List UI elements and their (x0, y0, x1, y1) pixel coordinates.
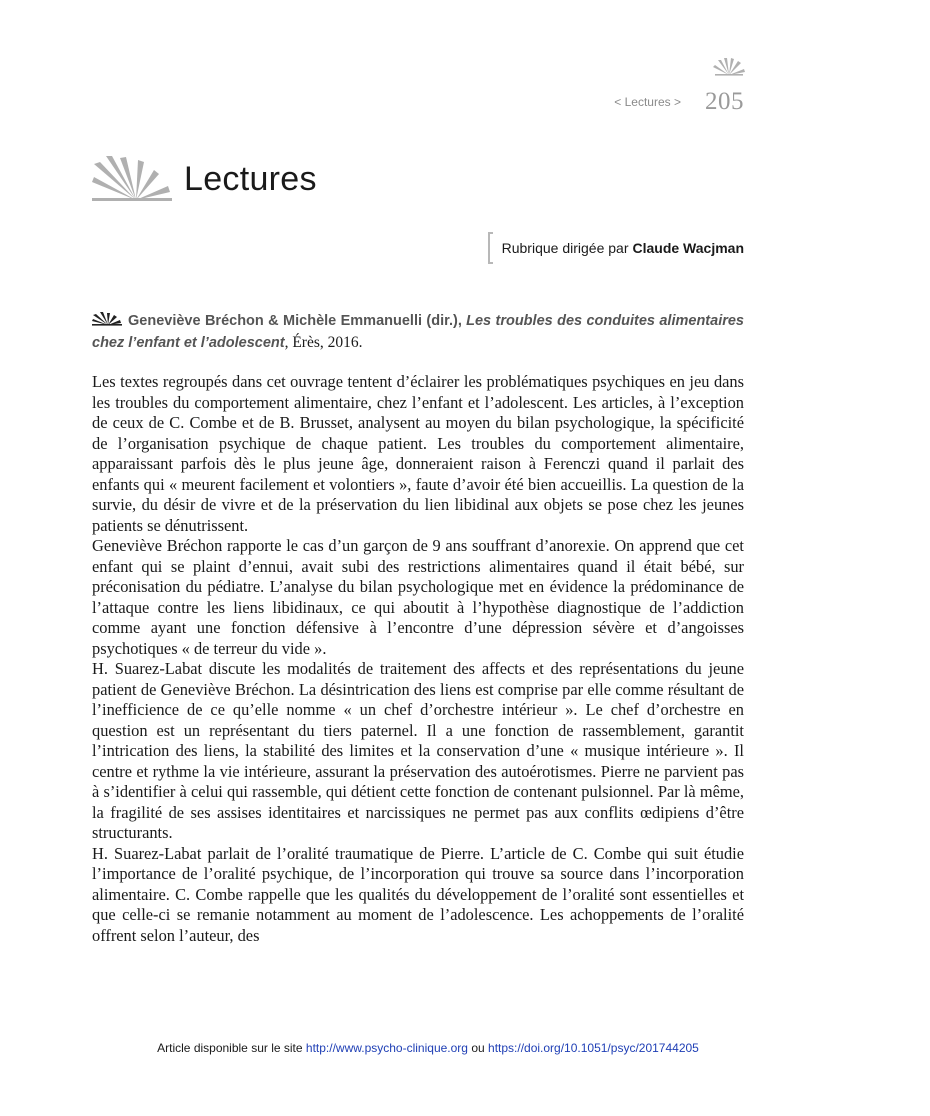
availability-footer (0, 1041, 856, 1055)
rubric-label: Rubrique dirigée par (501, 240, 629, 256)
running-head (614, 84, 744, 114)
rubric-editor-name: Claude Wacjman (632, 240, 744, 256)
paragraph: H. Suarez-Labat discute les modalités de traitement des affects et des représentations du jeune patient de Geneviève Bréchon. La désintrication des liens est comprise par elle comme résultant de l’inefficience de ce qu’elle nomme « un chef d’orchestre intérieur ». Le chef d’orchestre en question est un représentant du tiers paternel. Il a une fonction de rassemblement, garantit l’intrication des liens, la stabilité des limites et la conservation d’une « musique intérieure ». Il centre et rythme la vie intérieure, assurant la préservation des autoérotismes. Pierre ne parvient pas à s’identifier à celui qui rassemble, qui détient cette fonction de contenant pulsionnel. Par là même, la fragilité de ses assises identitaires et narcissiques ne permet pas aux conflits œdipiens d’être structurants. (92, 659, 744, 842)
section-heading (92, 156, 317, 202)
section-title: Lectures (184, 159, 317, 198)
bracket-decoration (488, 232, 493, 264)
running-head-label: < Lectures > (614, 95, 681, 109)
page-number: 205 (705, 88, 744, 115)
footer-conjunction: ou (471, 1041, 485, 1055)
paragraph: Geneviève Bréchon rapporte le cas d’un garçon de 9 ans souffrant d’anorexie. On apprend que cet enfant qui se plaint d’ennui, avait subi des restrictions alimentaires quand il était bébé, sur préconisation du pédiatre. L’analyse du bilan psychologique met en évidence la prédominance de l’attaque contre les liens libidinaux, ce qui aboutit à l’hypothèse diagnostique de l’addiction comme ayant une fonction défensive à l’encontre d’une dépression sévère et d’angoisses psychotiques « de terreur du vide ». (92, 536, 744, 658)
leaf-fan-ornament-icon (92, 156, 172, 202)
doi-link[interactable]: https://doi.org/10.1051/psyc/201744205 (488, 1041, 699, 1055)
reference-publisher: , Érès, 2016. (284, 334, 363, 351)
paragraph: H. Suarez-Labat parlait de l’oralité traumatique de Pierre. L’article de C. Combe qui suit étudie l’importance de l’oralité psychique, de l’incorporation qui trouve sa source dans l’incorporation alimentaire. C. Combe rappelle que les qualités du développement de l’oralité sont essentielles et que celle-ci se remanie notamment au moment de l’adolescence. Les achoppements de l’oralité offrent selon l’auteur, des (92, 843, 744, 945)
reference-title: Les troubles des conduites alimentaires chez l’enfant et l’adolescent (92, 313, 744, 351)
review-body (92, 372, 744, 946)
book-reference (92, 310, 744, 354)
footer-prefix: Article disponible sur le site (157, 1041, 303, 1055)
site-link[interactable]: http://www.psycho-clinique.org (305, 1041, 468, 1055)
leaf-fan-bullet-icon (92, 312, 122, 326)
paragraph: Les textes regroupés dans cet ouvrage tentent d’éclairer les problématiques psychiques en jeu dans les troubles du comportement alimentaire, chez l’enfant et l’adolescent. Les articles, à l’exception de ceux de C. Combe et de B. Brusset, analysent au moyen du bilan psychologique, la spécificité de l’organisation psychique de chaque patient. Les troubles du comportement alimentaire, apparaissant parfois dès le plus jeune âge, donneraient raison à Ferenczi quand il parlait des enfants qui « meurent facilement et volontiers », faute d’avoir été bien accueillis. La question de la survie, du désir de vivre et de la préservation du lien libidinal aux objets se pose chez les jeunes patients se dénutrissent. (92, 372, 744, 535)
rubric-editor (488, 232, 744, 264)
reference-authors: Geneviève Bréchon & Michèle Emmanuelli (dir.), (128, 313, 462, 329)
leaf-fan-ornament-icon (712, 58, 746, 76)
